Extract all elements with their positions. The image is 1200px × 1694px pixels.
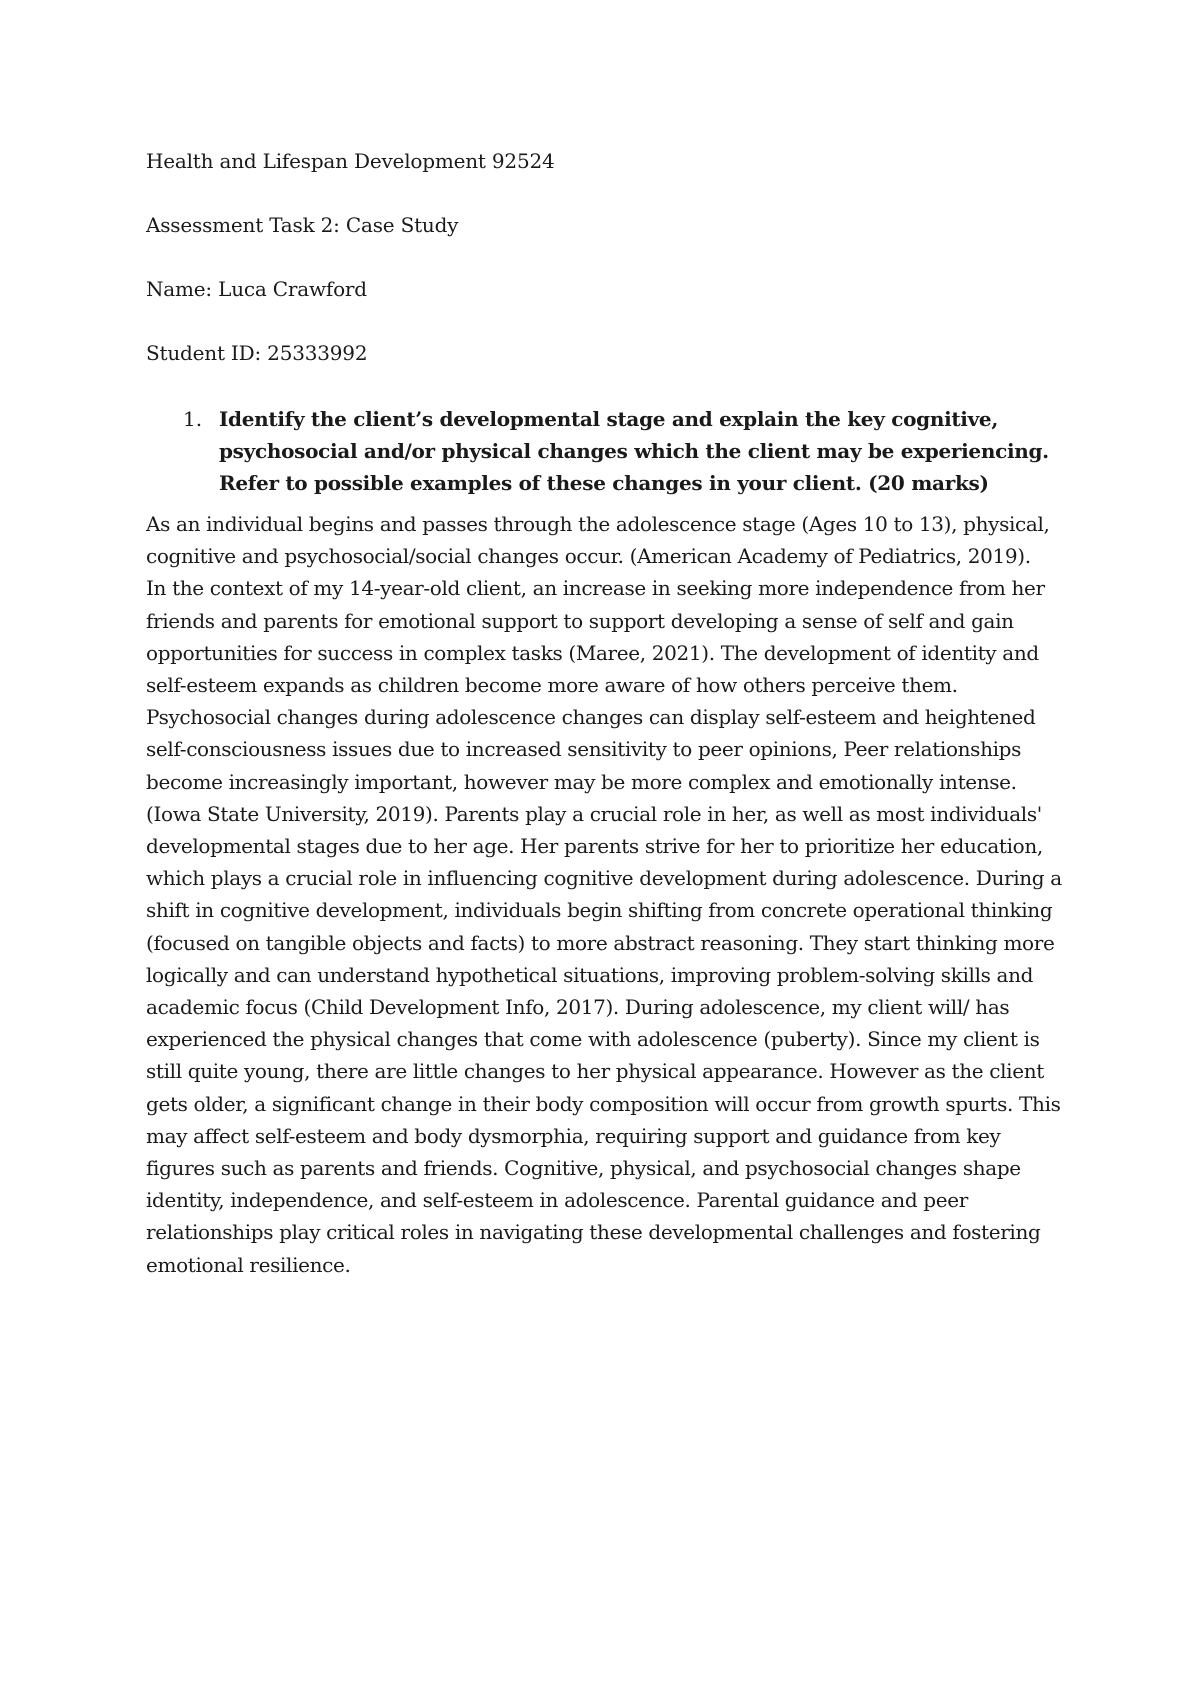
answer-line: In the context of my 14-year-old client, an increase in seeking more independence from her [146,576,1045,601]
answer-line: which plays a crucial role in influencing cognitive development during adolescence. During a [146,866,1062,891]
answer-line: opportunities for success in complex tasks (Maree, 2021). The development of identity and [146,640,1039,665]
student-id: Student ID: 25333992 [146,341,368,365]
answer-line: emotional resilience. [146,1252,351,1277]
answer-line: may affect self-esteem and body dysmorphia, requiring support and guidance from key [146,1123,1001,1148]
question-text [219,403,1049,499]
answer-line: identity, independence, and self-esteem in adolescence. Parental guidance and peer [146,1188,968,1213]
answer-line: shift in cognitive development, individuals begin shifting from concrete operational thinking [146,898,1053,923]
answer-line: gets older, a significant change in their body composition will occur from growth spurts. This [146,1091,1061,1116]
answer-line: cognitive and psychosocial/social changes occur. (American Academy of Pediatrics, 2019). [146,544,1031,569]
course-title: Health and Lifespan Development 92524 [146,149,555,173]
question-line: psychosocial and/or physical changes which the client may be experiencing. [219,439,1049,463]
answer-line: still quite young, there are little changes to her physical appearance. However as the client [146,1059,1044,1084]
answer-line: friends and parents for emotional support to support developing a sense of self and gain [146,608,1014,633]
answer-line: Psychosocial changes during adolescence changes can display self-esteem and heightened [146,705,1036,730]
answer-line: experienced the physical changes that come with adolescence (puberty). Since my client is [146,1027,1040,1052]
answer-paragraph [146,508,1066,1281]
answer-line: logically and can understand hypothetical situations, improving problem-solving skills and [146,962,1034,987]
answer-line: figures such as parents and friends. Cognitive, physical, and psychosocial changes shape [146,1156,1021,1181]
answer-line: (focused on tangible objects and facts) to more abstract reasoning. They start thinking more [146,930,1055,955]
answer-line: (Iowa State University, 2019). Parents play a crucial role in her, as well as most individuals' [146,801,1042,826]
question-line: Identify the client’s developmental stage and explain the key cognitive, [219,407,999,431]
answer-line: become increasingly important, however may be more complex and emotionally intense. [146,769,1017,794]
answer-line: academic focus (Child Development Info, 2017). During adolescence, my client will/ has [146,995,1010,1020]
question-number: 1. [183,407,203,431]
question-line: Refer to possible examples of these changes in your client. (20 marks) [219,471,989,495]
student-name: Name: Luca Crawford [146,277,367,301]
answer-line: self-consciousness issues due to increased sensitivity to peer opinions, Peer relationships [146,737,1022,762]
answer-line: developmental stages due to her age. Her parents strive for her to prioritize her education, [146,834,1043,859]
answer-line: self-esteem expands as children become more aware of how others perceive them. [146,673,958,698]
assessment-title: Assessment Task 2: Case Study [146,213,459,237]
answer-line: As an individual begins and passes through the adolescence stage (Ages 10 to 13), physical, [146,512,1050,536]
answer-line: relationships play critical roles in navigating these developmental challenges and fostering [146,1220,1041,1245]
